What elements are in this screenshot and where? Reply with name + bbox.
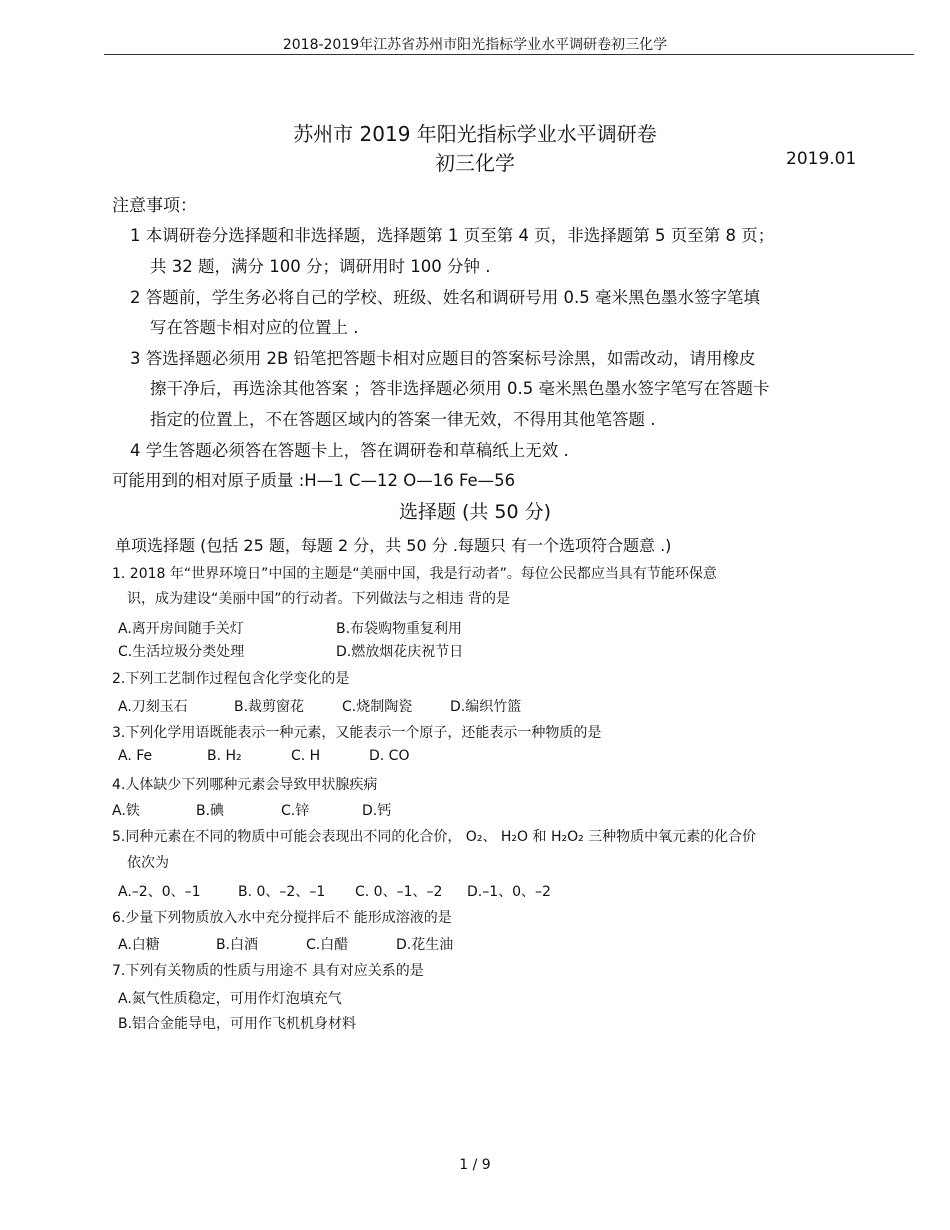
option-b: B.铝合金能导电，可用作飞机机身材料 xyxy=(118,1016,357,1032)
note-line: 写在答题卡相对应的位置上 . xyxy=(150,318,359,337)
exam-title: 苏州市 2019 年阳光指标学业水平调研卷 xyxy=(293,122,657,146)
option-a: A.离开房间随手关灯 xyxy=(118,621,244,637)
note-line: 2 答题前，学生务必将自己的学校、班级、姓名和调研号用 0.5 毫米黑色墨水签字笔填 xyxy=(130,288,760,307)
question-text: 1. 2018 年“世界环境日”中国的主题是“美丽中国，我是行动者”。每位公民都应当具有节能环保意 xyxy=(112,566,717,582)
question-text: 识，成为建设“美丽中国”的行动者。下列做法与之相违 背的是 xyxy=(127,591,510,607)
option-a: A.–2、0、–1 xyxy=(118,884,201,900)
option-b: B.裁剪窗花 xyxy=(234,699,305,715)
option-d: D.编织竹篮 xyxy=(450,699,522,715)
option-a: A. Fe xyxy=(118,748,153,764)
question-text: 6.少量下列物质放入水中充分搅拌后不 能形成溶液的是 xyxy=(112,910,452,926)
option-c: C.锌 xyxy=(281,803,310,819)
question-text: 5.同种元素在不同的物质中可能会表现出不同的化合价， O₂、 H₂O 和 H₂O₂ 三种物质中氧元素的化合价 xyxy=(112,829,757,845)
option-d: D.燃放烟花庆祝节日 xyxy=(336,644,464,660)
option-c: C. H xyxy=(291,748,321,764)
note-line: 共 32 题，满分 100 分；调研用时 100 分钟 . xyxy=(150,257,491,276)
header-divider xyxy=(104,54,914,55)
option-a: A.白糖 xyxy=(118,937,160,953)
option-a: A.刀刻玉石 xyxy=(118,699,188,715)
question-text: 7.下列有关物质的性质与用途不 具有对应关系的是 xyxy=(112,963,424,979)
option-c: C. 0、–1、–2 xyxy=(355,884,443,900)
exam-subject: 初三化学 xyxy=(435,151,515,175)
option-d: D. CO xyxy=(369,748,410,764)
option-b: B. H₂ xyxy=(207,748,242,764)
option-a: A.铁 xyxy=(112,803,140,819)
option-d: D.–1、0、–2 xyxy=(467,884,551,900)
question-text: 4.人体缺少下列哪种元素会导致甲状腺疾病 xyxy=(112,777,378,793)
option-b: B.布袋购物重复利用 xyxy=(336,621,463,637)
note-line: 4 学生答题必须答在答题卡上，答在调研卷和草稿纸上无效 . xyxy=(130,441,569,460)
question-text: 2.下列工艺制作过程包含化学变化的是 xyxy=(112,671,350,687)
question-text: 依次为 xyxy=(127,855,169,871)
option-b: B. 0、–2、–1 xyxy=(238,884,326,900)
note-line: 擦干净后，再选涂其他答案 ；答非选择题必须用 0.5 毫米黑色墨水签字笔写在答题卡 xyxy=(150,379,770,398)
exam-date: 2019.01 xyxy=(786,149,857,169)
section-intro: 单项选择题 (包括 25 题，每题 2 分，共 50 分 .每题只 有一个选项符合题意 .) xyxy=(115,536,672,555)
option-c: C.白醋 xyxy=(306,937,349,953)
page-number: 1 / 9 xyxy=(459,1157,491,1173)
running-header: 2018-2019年江苏省苏州市阳光指标学业水平调研卷初三化学 xyxy=(282,37,668,53)
option-d: D.花生油 xyxy=(396,937,454,953)
option-c: C.烧制陶瓷 xyxy=(342,699,413,715)
note-line: 1 本调研卷分选择题和非选择题，选择题第 1 页至第 4 页，非选择题第 5 页至第 8 页； xyxy=(130,226,775,245)
option-b: B.碘 xyxy=(196,803,225,819)
option-a: A.氮气性质稳定，可用作灯泡填充气 xyxy=(118,991,342,1007)
section-title: 选择题 (共 50 分) xyxy=(398,501,552,523)
note-line: 指定的位置上，不在答题区域内的答案一律无效，不得用其他笔答题 . xyxy=(150,410,656,429)
note-line: 3 答选择题必须用 2B 铅笔把答题卡相对应题目的答案标号涂黑，如需改动，请用橡皮 xyxy=(130,349,756,368)
notes-heading: 注意事项： xyxy=(112,196,197,216)
atomic-masses: 可能用到的相对原子质量 :H—1 C—12 O—16 Fe—56 xyxy=(112,471,516,490)
question-text: 3.下列化学用语既能表示一种元素，又能表示一个原子，还能表示一种物质的是 xyxy=(112,725,602,741)
option-c: C.生活垃圾分类处理 xyxy=(118,644,245,660)
option-d: D.钙 xyxy=(362,803,392,819)
option-b: B.白酒 xyxy=(216,937,259,953)
